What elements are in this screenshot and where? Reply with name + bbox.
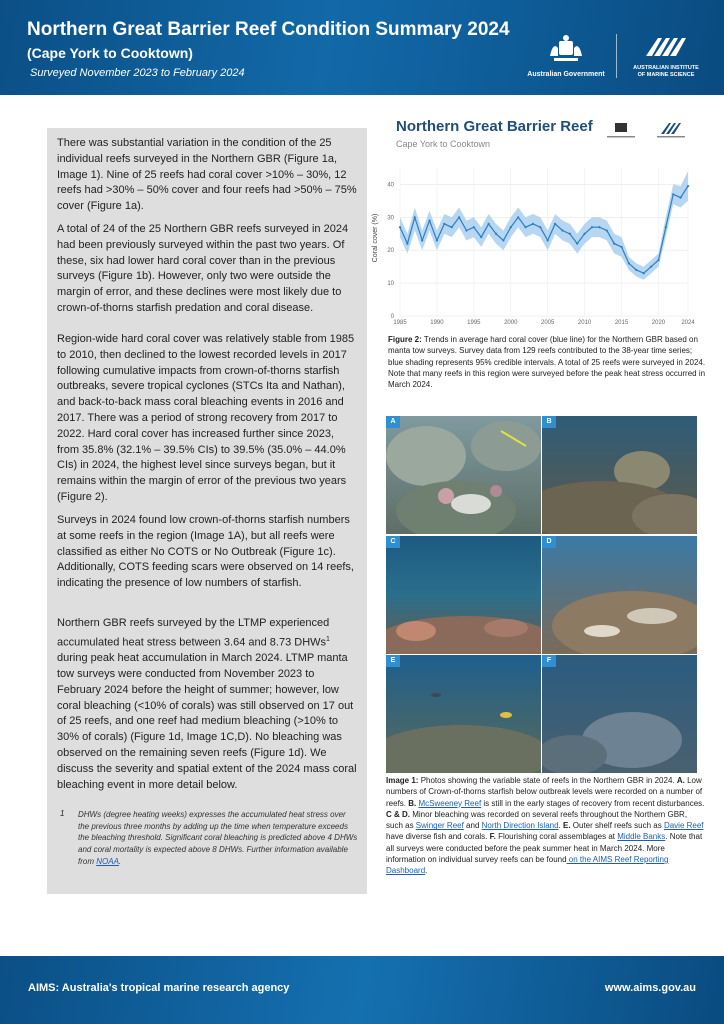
data-point [561,229,563,231]
data-point [399,226,401,228]
y-axis-label: Coral cover (%) [372,213,379,263]
footnote-end: . [118,856,122,866]
page-title: Northern Great Barrier Reef Condition Summary 2024 [27,19,510,40]
footer-url[interactable]: www.aims.gov.au [604,982,696,994]
photo-label-b: B [542,416,556,428]
caption-text: Flourishing coral assemblages at [495,832,618,842]
caption-label-a: A. [676,776,685,785]
paragraph-5 [57,616,357,793]
data-point [635,269,637,271]
x-tick-label: 2015 [614,320,629,326]
x-tick-label: 2020 [651,320,666,326]
x-tick-label: 2024 [681,320,695,326]
data-point [443,223,445,225]
reef-photo-a [386,416,541,534]
chart-title: Northern Great Barrier Reef [396,118,593,135]
reef-photo-f-image [542,655,697,773]
data-point [451,226,453,228]
photo-label-e: E [386,655,400,667]
data-point [421,239,423,241]
data-point [620,246,622,248]
caption-label-b: B. [408,798,417,808]
footnote-body: DHWs (degree heating weeks) expresses the accumulated heat stress over the previous three months by adding up the time when temperature exceeds the bleaching threshold. Significant coral bleaching is predicted above 4 DHWs and coral mortality is expected above 8 DHWs. Further information available from [78,810,358,866]
photo-label-c: C [386,536,400,548]
data-point [488,223,490,225]
caption-text: Low numbers of Crown-of-thorns starfish below outbreak levels were recorded on a number of reefs. [386,776,703,808]
data-point [458,216,460,218]
footnote-ref[interactable]: 1 [326,635,330,643]
paragraph-1: There was substantial variation in the condition of the 25 individual reefs surveyed in the Northern GBR (Figure 1a, Image 1). Nine of 25 reefs had coral cover >10% – 30%, 12 reefs had >30% – 50% cover and four reefs had >50% – 75% cover (Figure 1a). [57,137,357,213]
y-tick-label: 0 [390,314,394,320]
data-point [428,220,430,222]
data-point [406,243,408,245]
davie-reef-link[interactable]: Davie Reef [663,821,704,831]
reef-photo-b [542,416,697,534]
caption-text: . [425,866,428,876]
aims-logo-icon [644,34,688,58]
data-point [643,272,645,274]
gov-logo-text: Australian Government [527,71,605,78]
photo-label-d: D [542,536,556,548]
data-point [665,226,667,228]
data-point [524,226,526,228]
reef-photo-d [542,536,697,654]
reef-photo-c-image [386,536,541,654]
caption-text: Photos showing the variable state of reefs in the Northern GBR in 2024. [418,776,677,785]
data-point [650,266,652,268]
reef-photo-f [542,655,697,773]
data-point [657,259,659,261]
figure-2-caption [388,334,706,390]
footnote-number: 1 [60,809,65,818]
y-tick-label: 40 [387,182,394,189]
noaa-link[interactable]: NOAA [96,856,119,866]
data-point [539,226,541,228]
paragraph-3: Region-wide hard coral cover was relatively stable from 1985 to 2010, then declined to the lowest recorded levels in 2017 following cumulative impacts from crown-of-thorns starfish outbreaks, severe tropical cyclones (STCs Ita and Nathan), and back-to-back mass coral bleaching events in 2016 and 2017. There was a period of strong recovery from 2017 to 2022. Hard coral cover has increased further since 2023, from 35.8% (32.1% – 39.5% CIs) to 39.5% (35.0% – 44.0% CIs) in 2024, the highest level since surveys began, but it remains within the margin of error of the previous two years (Figure 2). [57,333,355,503]
photo-label-a: A [386,416,400,428]
coat-of-arms-icon [546,34,586,64]
survey-period: Surveyed November 2023 to February 2024 [30,67,245,79]
page-header [0,0,724,95]
caption-label-e: E. [563,821,571,831]
page-footer [0,956,724,1024]
caption-text: Minor bleaching was recorded on several reefs throughout the Northern GBR, such as [386,809,688,831]
x-tick-label: 1995 [467,320,481,326]
data-point [680,197,682,199]
data-point [480,236,482,238]
x-tick-label: 2005 [541,320,555,326]
caption-text: . [558,821,563,831]
data-point [436,239,438,241]
data-point [606,229,608,231]
photo-label-f: F [542,655,556,667]
mcsweeney-reef-link[interactable]: McSweeney Reef [418,798,482,808]
caption-text: . Note that all surveys were conducted before the peak summer heat in March 2024. More information on individual survey reefs can be found [386,832,703,865]
x-tick-label: 2010 [577,320,592,326]
caption-text: and [463,821,482,831]
footer-tagline: AIMS: Australia's tropical marine research agency [28,982,290,994]
data-point [547,239,549,241]
mini-aims-logo-icon [657,123,685,138]
paragraph-5-part-b: during peak heat accumulation in March 2024. LTMP manta tow surveys were conducted from November 2023 to February 2024 before the height of summer; however, low coral bleaching (<10% of corals) was still observed on 17 out of 25 reefs, and one reef had medium bleaching (>10% to 30% of corals) (Figure 1d, Image 1C,D). No bleaching was observed on the remaining seven reefs (Figure 1d). We discuss the severity and spatial extent of the 2024 mass coral bleaching event in more detail below. [57,652,357,791]
data-point [532,223,534,225]
data-point [510,226,512,228]
figure-2-label: Figure 2: [388,335,422,344]
x-tick-label: 1985 [393,320,407,326]
reef-photo-e-image [386,655,541,773]
data-point [569,233,571,235]
caption-text: is still in the early stages of recovery from recent disturbances. [481,798,705,808]
data-point [584,233,586,235]
aims-dashboard-link[interactable]: on the AIMS Reef Reporting Dashboard [386,855,669,876]
swinger-reef-link[interactable]: Swinger Reef [415,821,464,831]
summary-text-panel [47,128,367,894]
middle-banks-link[interactable]: Middle Banks [617,832,666,842]
image-1-caption [386,775,706,877]
reef-photo-e [386,655,541,773]
caption-label-f: F. [489,832,496,842]
reef-photo-b-image [542,416,697,534]
data-point [576,243,578,245]
australian-government-logo [522,34,610,78]
caption-text: Outer shelf reefs such as [570,821,664,831]
paragraph-2: A total of 24 of the 25 Northern GBR reefs surveyed in 2024 had been previously surveyed within the past two years. Of these, six had lower hard coral cover than in the previous surveys (Figure 1b). However, only two were outside the margin of error, and these declines were most likely due to crown-of-thorns starfish predation and coral disease. [57,223,349,314]
y-tick-label: 20 [387,248,394,255]
x-tick-label: 2000 [504,320,518,326]
data-point [414,216,416,218]
data-point [473,226,475,228]
data-point [554,223,556,225]
reef-photo-c [386,536,541,654]
north-direction-island-link[interactable]: North Direction Island [481,821,559,831]
data-point [465,229,467,231]
y-tick-label: 30 [387,215,394,222]
data-point [495,233,497,235]
aims-logo [624,34,708,79]
data-point [687,185,689,187]
page-subtitle: (Cape York to Cooktown) [27,45,193,61]
x-tick-label: 1990 [430,320,444,326]
figure-2-text: Trends in average hard coral cover (blue line) for the Northern GBR based on manta tow surveys. Survey data from 129 reefs contributed to the 38-year time series; blue shading represents 95% credible intervals. A total of 25 reefs were surveyed in 2024. Note that many reefs in this region were surveyed before the peak heat stress occurred in March 2024. [388,335,706,390]
reef-photo-a-image [386,416,541,534]
reef-photo-d-image [542,536,697,654]
aims-logo-line2: OF MARINE SCIENCE [637,72,695,78]
coral-cover-trend-chart [366,160,696,328]
chart-partner-logos [605,120,715,140]
data-point [591,226,593,228]
caption-text: have diverse fish and corals. [386,832,490,842]
mini-gov-logo-icon [607,123,635,138]
caption-label-cd: C & D. [386,809,410,819]
data-point [598,226,600,228]
paragraph-5-part-a: Northern GBR reefs surveyed by the LTMP experienced accumulated heat stress between 3.64 and 8.73 DHWs [57,617,330,649]
aims-logo-line1: AUSTRALIAN INSTITUTE [633,65,699,71]
y-tick-label: 10 [387,281,394,288]
data-point [628,262,630,264]
data-point [517,216,519,218]
chart-subtitle: Cape York to Cooktown [396,139,491,149]
data-point [613,243,615,245]
data-point [502,239,504,241]
paragraph-4: Surveys in 2024 found low crown-of-thorns starfish numbers at some reefs in the region (Image 1A), but all reefs were classified as either No COTS or No Outbreak (Figure 1c). Additionally, COTS feeding scars were observed on 14 reefs, indicating the presence of low numbers of starfish. [57,514,354,590]
image-1-label: Image 1: [386,776,419,785]
footnote-text [78,809,358,868]
data-point [672,193,674,195]
logo-divider [616,34,617,78]
